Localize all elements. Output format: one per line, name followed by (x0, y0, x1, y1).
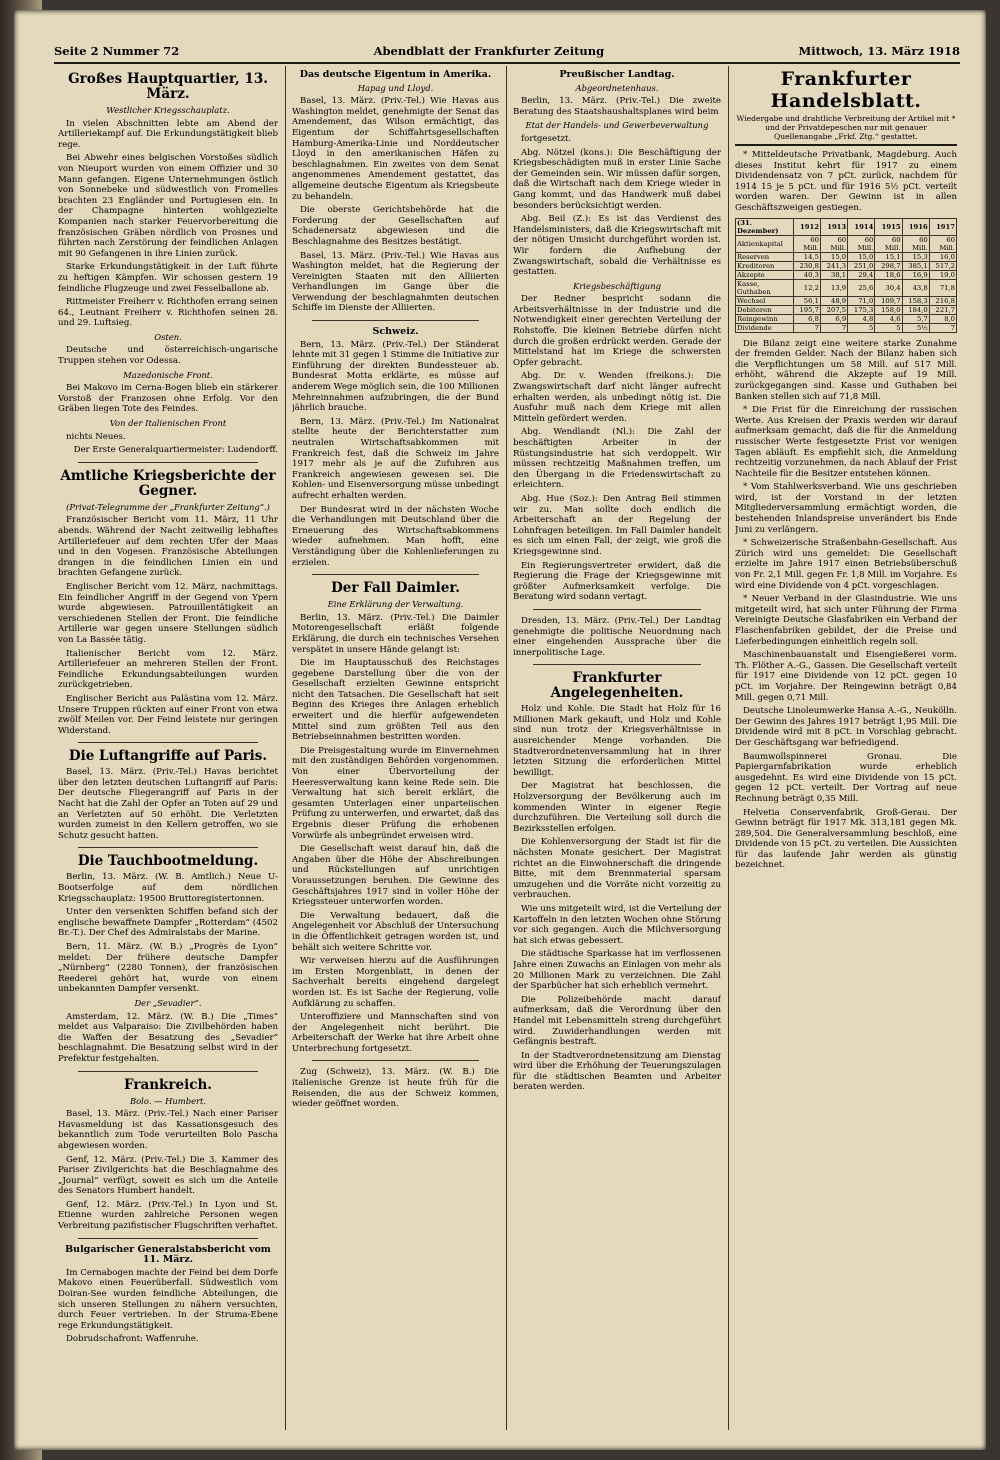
table-cell: 43,8 (902, 279, 929, 296)
article-paragraph: Dobrudschafront: Waffenruhe. (66, 1334, 199, 1345)
article-paragraph: Abg. Nötzel (kons.): Die Beschäftigung der Kriegsbeschädigten muß in erster Linie Sache der Gemeinden sein. Wir müssen dafür sorgen, daß die Wirtschaft nach dem Kriege wieder in Gang kommt, und das Handwerk muß dabei besonders berücksichtigt werden. (513, 147, 721, 211)
separator (312, 320, 479, 321)
subheading: Etat der Handels- und Gewerbeverwaltung (525, 120, 709, 131)
table-row (736, 270, 957, 279)
article-paragraph: Ein Regierungsvertreter erwidert, daß die Regierung die Frage der Kriegsgewinne mit größter Aufmerksamkeit verfolge. Die Beratung wird sodann vertagt. (513, 560, 721, 603)
table-cell: 7 (793, 323, 820, 332)
table-cell: 8,0 (929, 314, 956, 323)
header-rule (54, 62, 960, 64)
article-paragraph: Unter den versenkten Schiffen befand sich der englische bewaffnete Dampfer „Rotterdam“ (4502 Br.-T.). Der Chef des Admiralstabs der Marine. (58, 907, 278, 939)
subheading: Westlicher Kriegsschauplatz. (106, 105, 230, 115)
table-row-label: Reingewinn (736, 314, 794, 323)
table-header-row (736, 218, 957, 235)
headline-hauptquartier: Großes Hauptquartier, 13. März. (68, 71, 268, 102)
article-paragraph: Zug (Schweiz), 13. März. (W. B.) Die italienische Grenze ist heute früh für die Reisenden, die aus der Schweiz kommen, wieder geöffnet worden. (292, 1067, 499, 1110)
subheading: Mazedonische Front. (123, 369, 213, 380)
article-paragraph: Berlin, 13. März. (Priv.-Tel.) Die Daimler Motorengesellschaft erläßt folgende Erklärung, die durch ein technisches Versehen verspätet in unsere Hände gelangt ist: (292, 612, 499, 655)
article-paragraph: Holz und Kohle. Die Stadt hat Holz für 16 Millionen Mark gekauft, und Holz und Kohle sind nun trotz der Kriegsverhältnisse in ausreichender Menge vorhanden. Die Stadtverordnetenversammlung hat in ihrer letzten Sitzung die erforderlichen Mittel bewilligt. (513, 704, 721, 778)
table-row (736, 261, 957, 270)
article-paragraph: Dresden, 13. März. (Priv.-Tel.) Der Landtag genehmigte die politische Neuordnung nach einer eingehenden Aussprache über die innerpolitische Lage. (513, 615, 721, 658)
column-rule (285, 66, 286, 1430)
table-row (736, 314, 957, 323)
article-paragraph: Der Redner bespricht sodann die Arbeitsverhältnisse in der Industrie und die Notwendigkeit einer gerechten Verteilung der Rohstoffe. Die kleinen Betriebe dürfen nicht durch die großen erdrückt werden. Gerade der Mittelstand hat im Kriege die schwersten Opfer gebracht. (513, 294, 721, 368)
table-row-label: Dividende (736, 323, 794, 332)
table-cell: 15,0 (820, 252, 847, 261)
table-cell: 15,1 (875, 252, 902, 261)
table-cell: 16,9 (902, 270, 929, 279)
article-paragraph: Abg. Hue (Soz.): Den Antrag Beil stimmen wir zu. Man sollte doch endlich die Arbeiterschaft an der Regelung der Lohnfragen beteiligen. Im Fall Daimler handelt es sich um einen Fall, der zeigt, wie groß die Kriegsgewinne sind. (513, 493, 721, 557)
masthead-note: Wiedergabe und drahtliche Verbreitung der Artikel mit * und der Privatdepeschen nur mit genauer Quellenangabe „Frkf. Ztg.“ gestattet. (735, 114, 957, 146)
headline-fall-daimler: Der Fall Daimler. (331, 580, 460, 597)
separator (533, 664, 701, 665)
separator (78, 742, 258, 743)
table-row (736, 252, 957, 261)
article-paragraph: Die Polizeibehörde macht darauf aufmerksam, daß die Verordnung über den Handel mit Lebensmitteln streng durchgeführt wird. Zuwiderhandlungen werden mit Gefängnis bestraft. (513, 994, 721, 1048)
table-row (736, 305, 957, 314)
article-paragraph: * Vom Stahlwerksverband. Wie uns geschrieben wird, ist der Vorstand in der letzten Mitgliederversammlung ermächtigt worden, die bestehenden Inlandspreise unverändert bis Ende Juni zu verlängern. (735, 482, 957, 535)
table-cell: 60 Mill. (929, 235, 956, 252)
table-cell: 56,1 (793, 296, 820, 305)
article-paragraph: Italienischer Bericht vom 12. März. Artilleriefeuer an mehreren Stellen der Front. Feindliche Erkundungsabteilungen wurden zurückgetrieben. (58, 648, 278, 691)
article-paragraph: Der Bundesrat wird in der nächsten Woche die Verhandlungen mit Deutschland über die Erneuerung des Wirtschaftsabkommens wieder aufnehmen. Man hofft, eine Verständigung über die Kohlenlieferungen zu erzielen. (292, 504, 499, 568)
signature: Der Erste Generalquartiermeister: Ludendorff. (73, 445, 278, 456)
article-paragraph: Die Bilanz zeigt eine weitere starke Zunahme der fremden Gelder. Nach der Bilanz haben sich die Verpflichtungen um 58 Mill. auf 517 Mill. erhöht, während die Akzepte auf 19 Mill. zurückgegangen sind. Kasse und Guthaben bei Banken stellen sich auf 71,8 Mill. (735, 338, 957, 402)
table-body (736, 235, 957, 332)
table-header-cell: 1912 (793, 218, 820, 235)
header-date: Mittwoch, 13. März 1918 (798, 44, 960, 58)
column-1 (58, 66, 278, 1430)
table-cell: 221,7 (929, 305, 956, 314)
article-paragraph: Die Gesellschaft weist darauf hin, daß die Angaben über die Höhe der Abschreibungen und Rückstellungen auf unrichtigen Voraussetzungen beruhen. Die Gewinne des Geschäftsjahres 1917 sind in voller Höhe der Kriegssteuer unterworfen worden. (292, 844, 499, 908)
separator (312, 574, 479, 575)
table-cell: 14,5 (793, 252, 820, 261)
table-cell: 60 Mill. (820, 235, 847, 252)
table-header-cell: 1917 (929, 218, 956, 235)
article-paragraph: Die Verwaltung bedauert, daß die Angelegenheit vor Abschluß der Untersuchung in die Öffentlichkeit getragen worden ist, und behält sich weitere Schritte vor. (292, 910, 499, 953)
table-row-label: Reserven (736, 252, 794, 261)
table-cell: 207,5 (820, 305, 847, 314)
column-3 (513, 66, 721, 1430)
table-cell: 195,7 (793, 305, 820, 314)
article-paragraph: Basel, 13. März. (Priv.-Tel.) Wie Havas aus Washington meldet, genehmigte der Senat das Amendement, das Wilson ermächtigt, das Eigentum der Schiffahrtsgesellschaften Hamburg-Amerika-Linie und Norddeutscher Lloyd in den amerikanischen Häfen zu beschlagnahmen. Ein zweites von dem Senat angenommenes Amendement gestattet, das allgemeine deutsche Eigentum als Kriegsbeute zu behandeln. (292, 96, 499, 202)
article-paragraph: Bei Makovo im Cerna-Bogen blieb ein stärkerer Vorstoß der Franzosen ohne Erfolg. Vor den Gräben liegen Tote des Feindes. (58, 383, 278, 415)
article-paragraph: Englischer Bericht vom 12. März, nachmittags. Ein feindlicher Angriff in der Gegend von Ypern wurde abgewiesen. Patrouillentätigkeit an verschiedenen Stellen der Front. Die feindliche Artillerie war gegen unsere Stellungen südlich von La Bassée tätig. (58, 581, 278, 645)
article-paragraph: Baumwollspinnerei Gronau. Die Papiergarnfabrikation wurde erheblich ausgedehnt. Es wird eine Dividende von 15 pCt. gegen 12 pCt. verteilt. Der Vortrag auf neue Rechnung beträgt 0,35 Mill. (735, 751, 957, 804)
article-paragraph: Die oberste Gerichtsbehörde hat die Forderung der Gesellschaften auf Schadenersatz abgewiesen und die Beschlagnahme des Besitzes bestätigt. (292, 205, 499, 247)
table-cell: 230,8 (793, 261, 820, 270)
table-cell: 60 Mill. (793, 235, 820, 252)
table-cell: 175,3 (848, 305, 875, 314)
header-newspaper-name: Abendblatt der Frankfurter Zeitung (373, 44, 605, 58)
article-paragraph: Die städtische Sparkasse hat im verflossenen Jahre einen Zuwachs an Einlagen von mehr als 20 Millionen Mark zu verzeichnen. Die Zahl der Sparbücher hat sich erheblich vermehrt. (513, 949, 721, 992)
article-paragraph: nichts Neues. (66, 431, 126, 442)
separator (533, 609, 701, 610)
article-paragraph: Berlin, 13. März. (W. B. Amtlich.) Neue U-Bootserfolge auf dem nördlichen Kriegsschauplatz: 19500 Bruttoregistertonnen. (58, 872, 278, 904)
article-paragraph: Basel, 13. März. (Priv.-Tel.) Havas berichtet über den letzten deutschen Luftangriff auf Paris: Der deutsche Fliegerangriff auf Paris in der Nacht hat die Zahl der Opfer an Toten auf 29 und an Verletzten auf 50 erhöht. Die Verletzten wurden zumeist in den Kellern getroffen, wo sie Schutz gesucht hatten. (58, 767, 278, 841)
table-cell: 40,3 (793, 270, 820, 279)
table-cell: 5½ (902, 323, 929, 332)
article-paragraph: Der Magistrat hat beschlossen, die Holzversorgung der Bevölkerung auch im kommenden Winter in eigener Regie durchzuführen. Die Verteilung soll durch die Bezirksstellen erfolgen. (513, 781, 721, 834)
article-paragraph: Amsterdam, 12. März. (W. B.) Die „Times“ meldet aus Valparaiso: Die Zivilbehörden haben die Waffen der Besatzung des „Sevadier“ beschlagnahmt. Die Besatzung selbst wird in der Prefektur festgehalten. (58, 1011, 278, 1064)
article-paragraph: Abg. Beil (Z.): Es ist das Verdienst des Handelsministers, daß die Kriegswirtschaft mit der nötigen Umsicht durchgeführt worden ist. Wir fordern die Aufhebung der Zwangswirtschaft, sobald die Verhältnisse es gestatten. (513, 214, 721, 278)
article-paragraph: Bern, 13. März. (Priv.-Tel.) Im Nationalrat stellte heute der Berichterstatter zum neutralen Wirtschaftsabkommen mit Frankreich fest, daß die Schweiz im Jahre 1917 mehr als je auf die Zufuhren aus Frankreich angewiesen gewesen sei. Die Kohlen- und Eisenversorgung müsse unbedingt aufrecht erhalten werden. (292, 416, 499, 501)
headline-schweiz: Schweiz. (372, 326, 419, 338)
article-paragraph: Französischer Bericht vom 11. März, 11 Uhr abends. Während der Nacht zeitweilig lebhaftes Artilleriefeuer auf dem rechten Ufer der Maas und in den Vogesen. Französische Abteilungen drangen in die feindlichen Linien ein und brachten Gefangene zurück. (58, 515, 278, 579)
article-paragraph: Abg. Wendlandt (Nl.): Die Zahl der beschäftigten Arbeiter in der Rüstungsindustrie hat sich verdoppelt. Wir müssen rechtzeitig Maßnahmen treffen, um den Übergang in die Friedenswirtschaft zu erleichtern. (513, 427, 721, 491)
table-cell: 18,6 (875, 270, 902, 279)
headline-frankfurter-angelegenheiten: Frankfurter Angelegenheiten. (550, 670, 684, 702)
table-cell: 5,7 (902, 314, 929, 323)
column-rule (728, 66, 729, 1430)
table-row (736, 296, 957, 305)
subheading: Kriegsbeschäftigung (573, 280, 661, 291)
article-paragraph: Genf, 12. März. (Priv.-Tel.) In Lyon und St. Etienne wurden zahlreiche Personen wegen Verbreitung pazifistischer Flugschriften verhaftet. (58, 1199, 278, 1232)
table-cell: 517,2 (929, 261, 956, 270)
article-paragraph: Unteroffiziere und Mannschaften sind von der Angelegenheit nicht berührt. Die Arbeiterschaft der Werke hat ihre Arbeit ohne Unterbrechung fortgesetzt. (292, 1012, 499, 1054)
headline-deutsches-eigentum: Das deutsche Eigentum in Amerika. (299, 69, 492, 80)
table-cell: 158,0 (875, 305, 902, 314)
article-paragraph: Starke Erkundungstätigkeit in der Luft führte zu heftigen Kämpfen. Wir schossen gestern 19 feindliche Flugzeuge und zwei Fesselballone ab. (58, 262, 278, 294)
table-row-label: Wechsel (736, 296, 794, 305)
subheading: Der „Sevadier“. (134, 997, 202, 1008)
table-cell: 12,2 (793, 279, 820, 296)
header-page-number: Seite 2 Nummer 72 (54, 44, 180, 58)
article-paragraph: Die Kohlenversorgung der Stadt ist für die nächsten Monate gesichert. Der Magistrat richtet an die Einwohnerschaft die dringende Bitte, mit dem Brennmaterial sparsam umzugehen und die Vorräte nicht vorzeitig zu verbrauchen. (513, 837, 721, 901)
article-paragraph: Wie uns mitgeteilt wird, ist die Verteilung der Kartoffeln in den letzten Wochen ohne Störung vor sich gegangen. Auch die Milchversorgung hat sich etwas gebessert. (513, 903, 721, 946)
table-cell: 216,8 (929, 296, 956, 305)
subheading: Bolo. — Humbert. (129, 1095, 207, 1106)
headline-luftangriffe: Die Luftangriffe auf Paris. (68, 748, 268, 765)
subheading: Osten. (154, 331, 182, 342)
table-row-label: Akzepte (736, 270, 794, 279)
article-paragraph: Englischer Bericht aus Palästina vom 12. März. Unsere Truppen rückten auf einer Front von etwa zwölf Meilen vor. Der Feind leistete nur geringen Widerstand. (58, 693, 278, 736)
column-rule (506, 66, 507, 1430)
subheading: Abgeordnetenhaus. (575, 82, 659, 93)
article-paragraph: Im Cernabogen machte der Feind bei dem Dorfe Makovo einen Feuerüberfall. Südwestlich vom Doiran-See wurden feindliche Abteilungen, die sich unseren Stellungen zu nähern versuchten, durch Feuer vertrieben. In der Struma-Ebene rege Erkundungstätigkeit. (58, 1267, 278, 1331)
table-cell: 6,9 (820, 314, 847, 323)
table-header-cell: 1914 (848, 218, 875, 235)
headline-bulgarischer-bericht: Bulgarischer Generalstabsbericht vom 11. März. (65, 1243, 271, 1266)
table-cell: 48,9 (820, 296, 847, 305)
table-cell: 16,0 (929, 252, 956, 261)
table-cell: 7 (929, 323, 956, 332)
table-row-label: Aktienkapital (736, 235, 794, 252)
article-paragraph: Berlin, 13. März. (Priv.-Tel.) Die zweite Beratung des Staatshaushaltsplanes wird beim (513, 96, 721, 117)
article-paragraph: * Mitteldeutsche Privatbank, Magdeburg. Auch dieses Institut kehrt für 1917 zu einem Dividendensatz von 7 pCt. zurück, nachdem für 1914 15 je 5 pCt. und für 1916 5½ pCt. verteilt worden waren. Der Gewinn ist in allen Geschäftszweigen gestiegen. (735, 150, 957, 213)
table-row (736, 235, 957, 252)
article-paragraph: In der Stadtverordnetensitzung am Dienstag wird über die Erhöhung der Teuerungszulagen für die städtischen Beamten und Arbeiter beraten werden. (513, 1050, 721, 1093)
table-cell: 13,9 (820, 279, 847, 296)
handelsblatt-masthead: Frankfurter Handelsblatt. (770, 68, 922, 112)
table-cell: 19,0 (929, 270, 956, 279)
article-paragraph: Wir verweisen hierzu auf die Ausführungen im Ersten Morgenblatt, in denen der Sachverhalt bereits eingehend dargelegt worden ist. Es ist Sache der Regierung, volle Aufklärung zu schaffen. (292, 956, 499, 1009)
article-paragraph: Genf, 12. März. (Priv.-Tel.) Die 3. Kammer des Pariser Zivilgerichts hat die Beschlagnahme des „Journal“ verfügt, soweit es sich um die Anteile des Senators Humbert handelt. (58, 1154, 278, 1197)
article-paragraph: Helvetia Conservenfabrik, Groß-Gerau. Der Gewinn beträgt für 1917 Mk. 313,181 gegen Mk. 289,504. Die Generalversammlung beschloß, eine Dividende von 15 pCt. zu verteilen. Die Aussichten für das laufende Jahr werden als günstig bezeichnet. (735, 807, 957, 871)
table-row (736, 279, 957, 296)
table-cell: 4,6 (875, 314, 902, 323)
table-cell: 29,4 (848, 270, 875, 279)
table-cell: 109,7 (875, 296, 902, 305)
table-cell: 4,8 (848, 314, 875, 323)
article-paragraph: Bern, 11. März. (W. B.) „Progrès de Lyon“ meldet: Der frühere deutsche Dampfer „Nürnberg“ (2280 Tonnen), der französischen Reederei gehört hat, wurde von einem unbekannten Dampfer versenkt. (58, 942, 278, 995)
headline-kriegsberichte: Amtliche Kriegsberichte der Gegner. (60, 467, 276, 499)
table-cell: 7 (820, 323, 847, 332)
separator (78, 1238, 258, 1239)
article-paragraph: Abg. Dr. v. Wenden (freikons.): Die Zwangswirtschaft darf nicht länger aufrecht erhalten werden, als unbedingt nötig ist. Die Ausfuhr muß nach dem Kriege mit allen Mitteln gefördert werden. (513, 371, 721, 424)
article-paragraph: Die Preisgestaltung wurde im Einvernehmen mit den zuständigen Behörden vorgenommen. Von einer Übervorteilung der Heeresverwaltung kann keine Rede sein. Die Verwaltung hat sich bereit erklärt, die gesamten Unterlagen einer unparteiischen Prüfung zu unterwerfen, und erwartet, daß das Ergebnis dieser Prüfung die erhobenen Vorwürfe als unbegründet erweisen wird. (292, 745, 499, 841)
table-cell: 30,4 (875, 279, 902, 296)
table-cell: 241,3 (820, 261, 847, 270)
article-paragraph: * Die Frist für die Einreichung der russischen Werte. Aus Kreisen der Praxis werden wir darauf aufmerksam gemacht, daß die für die Anmeldung russischer Werte festgesetzte Frist vor wenigen Tagen abläuft. Es empfiehlt sich, die Anmeldung rechtzeitig vorzunehmen, da nach Ablauf der Frist Nachteile für die Besitzer entstehen können. (735, 405, 957, 479)
table-row-label: Kasse, Guthaben (736, 279, 794, 296)
table-cell: 38,1 (820, 270, 847, 279)
headline-preussischer-landtag: Preußischer Landtag. (559, 69, 675, 80)
table-cell: 385,1 (902, 261, 929, 270)
table-row-label: Kreditoren (736, 261, 794, 270)
note: (Privat-Telegramme der „Frankfurter Zeitung“.) (66, 501, 270, 512)
article-paragraph: * Schweizerische Straßenbahn-Gesellschaft. Aus Zürich wird uns gemeldet: Die Gesellschaft erzielte im Jahre 1917 einen Betriebsüberschuß von Fr. 2,1 Mill. gegen Fr. 1,8 Mill. im Vorjahre. Es wird eine Dividende von 4 pCt. vorgeschlagen. (735, 538, 957, 591)
table-header-cell: 1916 (902, 218, 929, 235)
separator (312, 1060, 479, 1061)
subheading: Eine Erklärung der Verwaltung. (327, 599, 464, 610)
separator (78, 462, 258, 463)
table-cell: 60 Mill. (902, 235, 929, 252)
article-paragraph: Bei Abwehr eines belgischen Vorstoßes südlich von Nieuport wurden von einem Offizier und 30 Mann gefangen. Eigene Unternehmungen östlich von Sonnebeke und südwestlich von Fromelles brachten 23 Engländer und Portugiesen ein. In der Champagne hinterten wohlgezielte Kompanien nach starker Feuervorbereitung die französischen Gräben nördlich von Prosnes und führten nach Zerstörung der feindlichen Anlagen mit 90 Gefangenen in ihre Linien zurück. (58, 153, 278, 259)
table-cell: 5 (875, 323, 902, 332)
table-cell: 71,8 (929, 279, 956, 296)
table-cell: 15,3 (902, 252, 929, 261)
table-cell: 15,0 (848, 252, 875, 261)
article-paragraph: Deutsche Linoleumwerke Hansa A.-G., Neukölln. Der Gewinn des Jahres 1917 beträgt 1,95 Mill. Die Dividende wird mit 8 pCt. in Vorschlag gebracht. Der Geschäftsgang war befriedigend. (735, 706, 957, 748)
table-header-cell: 1913 (820, 218, 847, 235)
table-cell: 25,6 (848, 279, 875, 296)
column-4 (735, 66, 957, 1430)
separator (78, 847, 258, 848)
article-paragraph: * Neuer Verband in der Glasindustrie. Wie uns mitgeteilt wird, hat sich unter Führung der Firma Vereinigte Deutsche Glasfabriken ein Verband der Flaschenfabriken gebildet, der die Preise und Lieferbedingungen einheitlich regeln soll. (735, 594, 957, 647)
headline-frankreich: Frankreich. (124, 1076, 212, 1093)
balance-table (735, 218, 957, 333)
article-paragraph: Die im Hauptausschuß des Reichstages gegebene Darstellung über die von der Gesellschaft erzielten Gewinne entspricht nicht den Tatsachen. Die Gesellschaft hat seit Beginn des Krieges ihre Anlagen erheblich erweitert und die hierfür aufgewendeten Mittel sind zum größten Teil aus den Betriebseinnahmen bestritten worden. (292, 658, 499, 743)
subheading: Hapag und Lloyd. (357, 82, 434, 93)
headline-tauchboot: Die Tauchbootmeldung. (77, 853, 259, 870)
table-header-cell: 1915 (875, 218, 902, 235)
table-cell: 71,0 (848, 296, 875, 305)
article-paragraph: Deutsche und österreichisch-ungarische Truppen stehen vor Odessa. (58, 345, 278, 367)
page-header (54, 40, 960, 62)
table-cell: 5 (848, 323, 875, 332)
table-cell: 60 Mill. (875, 235, 902, 252)
table-caption: (31. Dezember) (736, 218, 794, 235)
table-cell: 298,7 (875, 261, 902, 270)
table-cell: 60 Mill. (848, 235, 875, 252)
article-paragraph: In vielen Abschnitten lebte am Abend der Artilleriekampf auf. Die Erkundungstätigkeit blieb rege. (58, 118, 278, 150)
article-paragraph: Rittmeister Freiherr v. Richthofen errang seinen 64., Leutnant Freiherr v. Richthofen seinen 28. und 29. Luftsieg. (58, 297, 278, 329)
article-paragraph: Maschinenbauanstalt und Eisengießerei vorm. Th. Flöther A.-G., Gassen. Die Gesellschaft verteilt für 1917 eine Dividende von 12 pCt. gegen 10 pCt. im Vorjahre. Der Reingewinn beträgt 0,84 Mill. gegen 0,71 Mill. (735, 650, 957, 703)
table-cell: 184,0 (902, 305, 929, 314)
table-row (736, 323, 957, 332)
article-paragraph: Bern, 13. März. (Priv.-Tel.) Der Ständerat lehnte mit 31 gegen 1 Stimme die Initiative zur Einführung der direkten Bundessteuer ab. Bundesrat Motta erklärte, es müsse auf anderem Wege möglich sein, die 100 Millionen Mehreinnahmen aufzubringen, die der Bund jährlich brauche. (292, 339, 499, 414)
table-cell: 6,8 (793, 314, 820, 323)
article-paragraph: fortgesetzt. (521, 133, 572, 144)
subheading: Von der Italienischen Front (109, 418, 227, 429)
article-paragraph: Basel, 13. März. (Priv.-Tel.) Wie Havas aus Washington meldet, hat die Regierung der Vereinigten Staaten mit den Alliierten Verhandlungen im Gange über die Verwendung der beschlagnahmten deutschen Schiffe im Dienste der Alliierten. (292, 250, 499, 314)
separator (78, 1071, 258, 1072)
table-cell: 251,0 (848, 261, 875, 270)
column-2 (292, 66, 499, 1430)
table-cell: 158,3 (902, 296, 929, 305)
article-paragraph: Basel, 13. März. (Priv.-Tel.) Nach einer Pariser Havasmeldung ist das Kassationsgesuch des bekanntlich zum Tode verurteilten Bolo Pascha abgewiesen worden. (58, 1109, 278, 1151)
table-row-label: Debitoren (736, 305, 794, 314)
